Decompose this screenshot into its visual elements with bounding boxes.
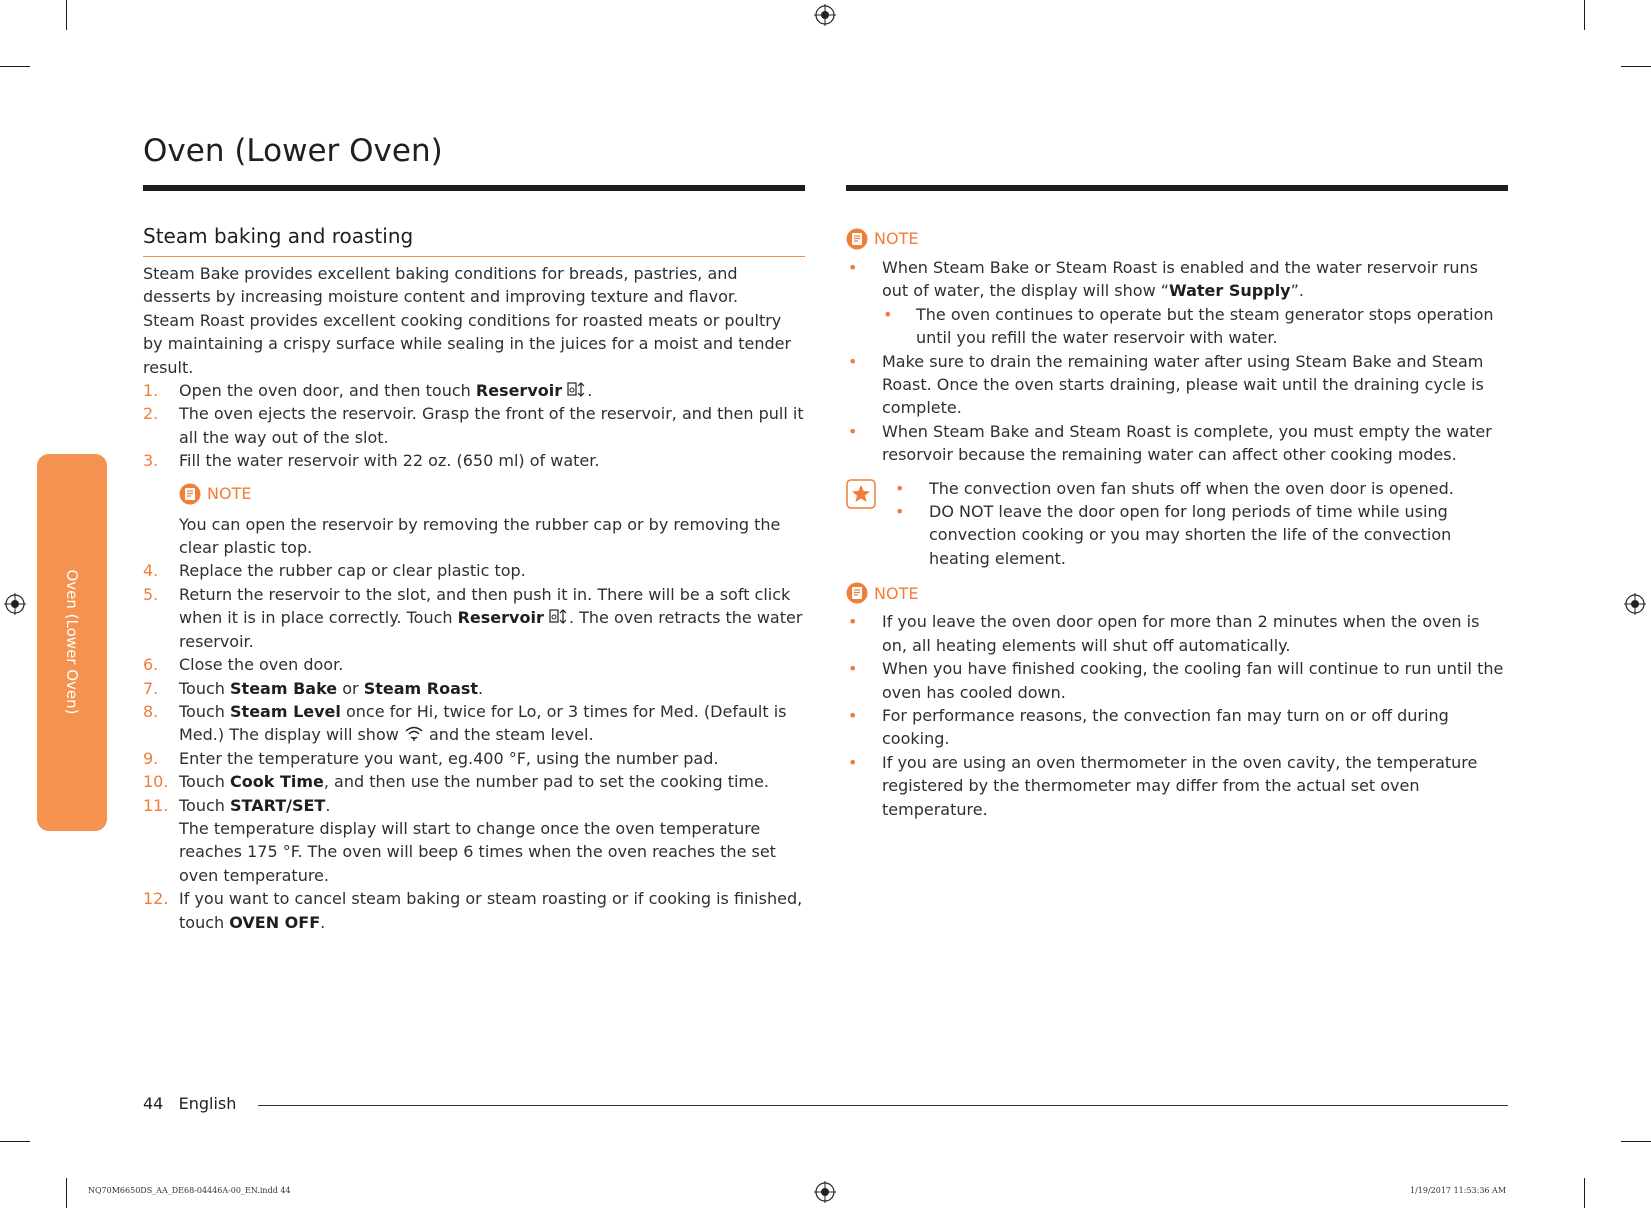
title-rule-right xyxy=(846,185,1508,191)
step-text: or xyxy=(337,678,364,698)
crop-mark xyxy=(1584,1178,1585,1208)
step-bold: Reservoir xyxy=(457,608,544,628)
intro-paragraph: Steam Bake provides excellent baking conditions for breads, pastries, and desserts by increasing moisture content and improving texture and flavor. xyxy=(143,264,739,307)
list-item xyxy=(143,379,805,402)
step-text: . xyxy=(587,381,593,401)
step-text: Touch xyxy=(179,795,231,815)
crop-mark xyxy=(66,1178,67,1208)
note-text: If you leave the oven door open for more than 2 minutes when the oven is on, all heating elements will shut off automatically. xyxy=(882,612,1480,655)
crop-mark xyxy=(0,66,30,67)
title-rule-left xyxy=(143,185,805,191)
step-number: 5. xyxy=(143,584,159,604)
step-number: 12. xyxy=(143,889,169,909)
step-number: 3. xyxy=(143,451,159,471)
step-text: . xyxy=(325,795,331,815)
step-number: 9. xyxy=(143,748,159,768)
step-text: Close the oven door. xyxy=(179,655,344,675)
reservoir-icon xyxy=(567,381,587,399)
crop-mark xyxy=(1621,66,1651,67)
note-header xyxy=(179,481,805,507)
list-item xyxy=(143,559,805,582)
step-number: 2. xyxy=(143,404,159,424)
step-bold: Reservoir xyxy=(475,381,563,401)
crop-mark xyxy=(1621,1141,1651,1142)
intro-paragraph: Steam Roast provides excellent cooking conditions for roasted meats or poultry by maintaining a crispy surface while sealing in the juices for a moist and tender result. xyxy=(143,310,792,377)
step-bold: Cook Time xyxy=(230,772,324,792)
list-item xyxy=(143,402,805,449)
step-text: The oven ejects the reservoir. Grasp the front of the reservoir, and then pull it all the way out of the slot. xyxy=(179,404,804,447)
note-header xyxy=(846,580,1508,606)
note-text: ”. xyxy=(1290,281,1304,301)
step-bold: Steam Level xyxy=(230,701,341,721)
list-item xyxy=(846,350,1508,420)
note-label: NOTE xyxy=(874,583,919,603)
note-list xyxy=(846,256,1508,303)
section-heading: Steam baking and roasting xyxy=(143,224,414,248)
crop-mark xyxy=(66,0,67,30)
step-text: and the steam level. xyxy=(423,725,594,745)
star-tip-icon xyxy=(846,479,876,509)
registration-mark-icon xyxy=(814,1181,836,1203)
list-item xyxy=(846,256,1508,303)
step-number: 7. xyxy=(143,678,159,698)
note-text: If you are using an oven thermometer in the oven cavity, the temperature registered by the thermometer may differ from the actual set oven temperature. xyxy=(882,752,1478,819)
steam-icon xyxy=(404,725,424,743)
note-text: When Steam Bake and Steam Roast is complete, you must empty the water resorvoir because the remaining water can affect other cooking modes. xyxy=(882,421,1492,465)
crop-mark xyxy=(0,1141,30,1142)
section-rule xyxy=(143,256,805,257)
step-text: If you want to cancel steam baking or steam roasting or if cooking is finished, touch xyxy=(179,889,803,932)
list-item xyxy=(143,583,805,653)
step-text: , and then use the number pad to set the cooking time. xyxy=(323,772,769,792)
tip-text: The convection oven fan shuts off when the oven door is opened. xyxy=(929,478,1454,498)
step-number: 6. xyxy=(143,655,159,675)
step-bold: Steam Bake xyxy=(230,678,338,698)
note-label: NOTE xyxy=(874,229,919,249)
step-text: Touch xyxy=(179,772,231,792)
page-number: 44 xyxy=(143,1094,164,1113)
step-text: Replace the rubber cap or clear plastic top. xyxy=(179,561,526,581)
list-item xyxy=(143,677,805,700)
step-text: Touch xyxy=(179,701,231,721)
list-item xyxy=(143,887,805,934)
list-item xyxy=(846,610,1508,657)
note-text: The oven continues to operate but the steam generator stops operation until you refill the water reservoir with water. xyxy=(916,304,1494,348)
step-number: 1. xyxy=(143,381,159,401)
step-text: Fill the water reservoir with 22 oz. (650 ml) of water. xyxy=(179,451,600,471)
registration-mark-icon xyxy=(1624,593,1646,615)
list-item xyxy=(881,303,1508,350)
list-item xyxy=(143,700,805,747)
list-item xyxy=(846,657,1508,704)
note-list xyxy=(846,350,1508,467)
list-item xyxy=(143,653,805,676)
list-item xyxy=(846,704,1508,751)
print-slug-left: NQ70M6650DS_AA_DE68-04446A-00_EN.indd 44 xyxy=(88,1186,291,1195)
step-number: 11. xyxy=(143,795,169,815)
tip-text: DO NOT leave the door open for long periods of time while using convection cooking or you may shorten the life of the convection heating element. xyxy=(929,502,1452,568)
step-note xyxy=(143,481,805,560)
tip-block xyxy=(846,477,1508,571)
page-footer xyxy=(143,1094,236,1113)
steps-list xyxy=(143,379,805,473)
note-label: NOTE xyxy=(207,483,252,503)
note-sublist xyxy=(881,303,1508,350)
list-item xyxy=(846,420,1508,467)
registration-mark-icon xyxy=(814,4,836,26)
list-item xyxy=(893,477,1508,500)
note-bold: Water Supply xyxy=(1169,281,1291,301)
tip-list xyxy=(893,477,1508,571)
side-chapter-tab xyxy=(37,454,107,831)
left-column xyxy=(143,262,805,934)
step-number: 4. xyxy=(143,561,159,581)
note-text: For performance reasons, the convection fan may turn on or off during cooking. xyxy=(882,705,1449,749)
list-item xyxy=(143,770,805,793)
list-item xyxy=(143,747,805,770)
page-title: Oven (Lower Oven) xyxy=(143,133,443,169)
page-language: English xyxy=(178,1094,237,1113)
reservoir-icon xyxy=(549,608,569,626)
step-text: . The oven retracts the water reservoir. xyxy=(179,608,803,651)
registration-mark-icon xyxy=(4,593,26,615)
step-text: Open the oven door, and then touch xyxy=(179,381,476,401)
step-text: once for Hi, twice for Lo, or 3 times for Med. (Default is Med.) The display will show xyxy=(179,701,787,745)
print-slug-right: 1/19/2017 11:53:36 AM xyxy=(1410,1186,1507,1195)
note-icon xyxy=(846,228,868,250)
step-text: . xyxy=(478,678,484,698)
step-number: 10. xyxy=(143,772,169,792)
steps-list xyxy=(143,559,805,934)
list-item xyxy=(143,449,805,472)
note-text: When Steam Bake or Steam Roast is enabled and the water reservoir runs out of water, the display will show “ xyxy=(882,258,1479,301)
step-bold: START/SET xyxy=(230,795,326,815)
note-icon xyxy=(846,582,868,604)
side-tab-label: Oven (Lower Oven) xyxy=(63,569,81,715)
list-item xyxy=(893,500,1508,570)
step-text: Touch xyxy=(179,678,231,698)
list-item xyxy=(143,794,805,888)
crop-mark xyxy=(1584,0,1585,30)
step-bold: Steam Roast xyxy=(363,678,479,698)
step-text: Enter the temperature you want, eg.400 °F, using the number pad. xyxy=(179,748,719,768)
step-detail: The temperature display will start to change once the oven temperature reaches 175 °F. The oven will beep 6 times when the oven reaches the set oven temperature. xyxy=(179,818,776,885)
step-text: . xyxy=(320,912,326,932)
note-text: When you have finished cooking, the cooling fan will continue to run until the oven has cooled down. xyxy=(882,659,1504,702)
note-list xyxy=(846,610,1508,821)
right-column xyxy=(846,226,1508,821)
step-text: Return the reservoir to the slot, and then push it in. There will be a soft click when it is in place correctly. Touch xyxy=(179,584,791,628)
step-bold: OVEN OFF xyxy=(229,912,321,932)
note-header xyxy=(846,226,1508,252)
step-number: 8. xyxy=(143,701,159,721)
footer-rule xyxy=(258,1105,1508,1106)
note-text: You can open the reservoir by removing the rubber cap or by removing the clear plastic top. xyxy=(179,514,781,558)
note-text: Make sure to drain the remaining water after using Steam Bake and Steam Roast. Once the oven starts draining, please wait until the draining cycle is complete. xyxy=(882,351,1484,418)
list-item xyxy=(846,751,1508,821)
note-icon xyxy=(179,483,201,505)
